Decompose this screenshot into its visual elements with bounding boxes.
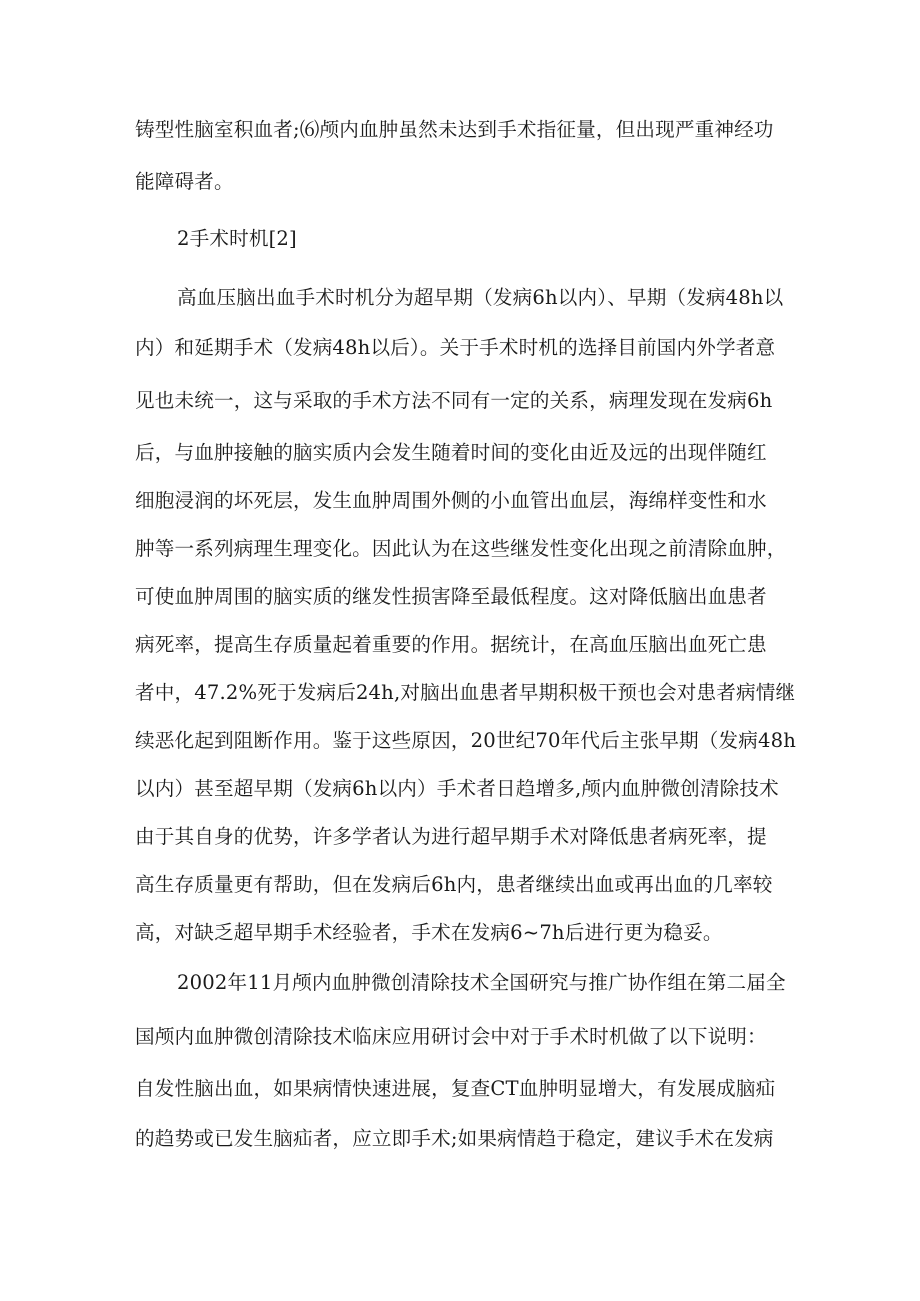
paragraph-3-line-1: 2002年11月颅内血肿微创清除技术全国研究与推广协作组在第二届全 [177,971,786,994]
paragraph-3-line-3: 自发性脑出血，如果病情快速进展，复查CT血肿明显增大，有发展成脑疝 [135,1077,776,1100]
paragraph-2-line-11: 以内）甚至超早期（发病6h以内）手术者日趋增多,颅内血肿微创清除技术 [135,777,779,800]
paragraph-2-line-10: 续恶化起到阻断作用。鉴于这些原因，20世纪70年代后主张早期（发病48h [135,729,797,752]
paragraph-2-line-2: 内）和延期手术（发病48h以后）。关于手术时机的选择目前国内外学者意 [135,336,776,359]
paragraph-2-line-7: 可使血肿周围的脑实质的继发性损害降至最低程度。这对降低脑出血患者 [135,585,767,608]
paragraph-1-line-2: 能障碍者。 [135,170,234,193]
paragraph-2-line-5: 细胞浸润的坏死层，发生血肿周围外侧的小血管出血层，海绵样变性和水 [135,489,767,512]
paragraph-2-line-6: 肿等一系列病理生理变化。因此认为在这些继发性变化出现之前清除血肿， [135,537,787,560]
section-heading: 2手术时机[2] [177,227,297,250]
paragraph-2-line-9: 者中，47.2%死于发病后24h,对脑出血患者早期积极干预也会对患者病情继 [135,681,796,704]
paragraph-2-line-3: 见也未统一，这与采取的手术方法不同有一定的关系，病理发现在发病6h [135,389,773,412]
paragraph-2-line-8: 病死率，提高生存质量起着重要的作用。据统计，在高血压脑出血死亡患 [135,633,767,656]
paragraph-3-line-4: 的趋势或已发生脑疝者，应立即手术;如果病情趋于稳定，建议手术在发病 [135,1127,774,1150]
paragraph-2-line-1: 高血压脑出血手术时机分为超早期（发病6h以内）、早期（发病48h以 [177,286,784,309]
paragraph-1-line-1: 铸型性脑室积血者;⑹颅内血肿虽然未达到手术指征量，但出现严重神经功 [135,118,774,141]
paragraph-2-line-12: 由于其自身的优势，许多学者认为进行超早期手术对降低患者病死率，提 [135,825,767,848]
paragraph-2-line-4: 后，与血肿接触的脑实质内会发生随着时间的变化由近及远的出现伴随红 [135,441,767,464]
paragraph-3-line-2: 国颅内血肿微创清除技术临床应用研讨会中对于手术时机做了以下说明： [135,1025,767,1048]
paragraph-2-line-14: 高，对缺乏超早期手术经验者，手术在发病6~7h后进行更为稳妥。 [135,921,723,944]
paragraph-2-line-13: 高生存质量更有帮助，但在发病后6h内，患者继续出血或再出血的几率较 [135,873,773,896]
